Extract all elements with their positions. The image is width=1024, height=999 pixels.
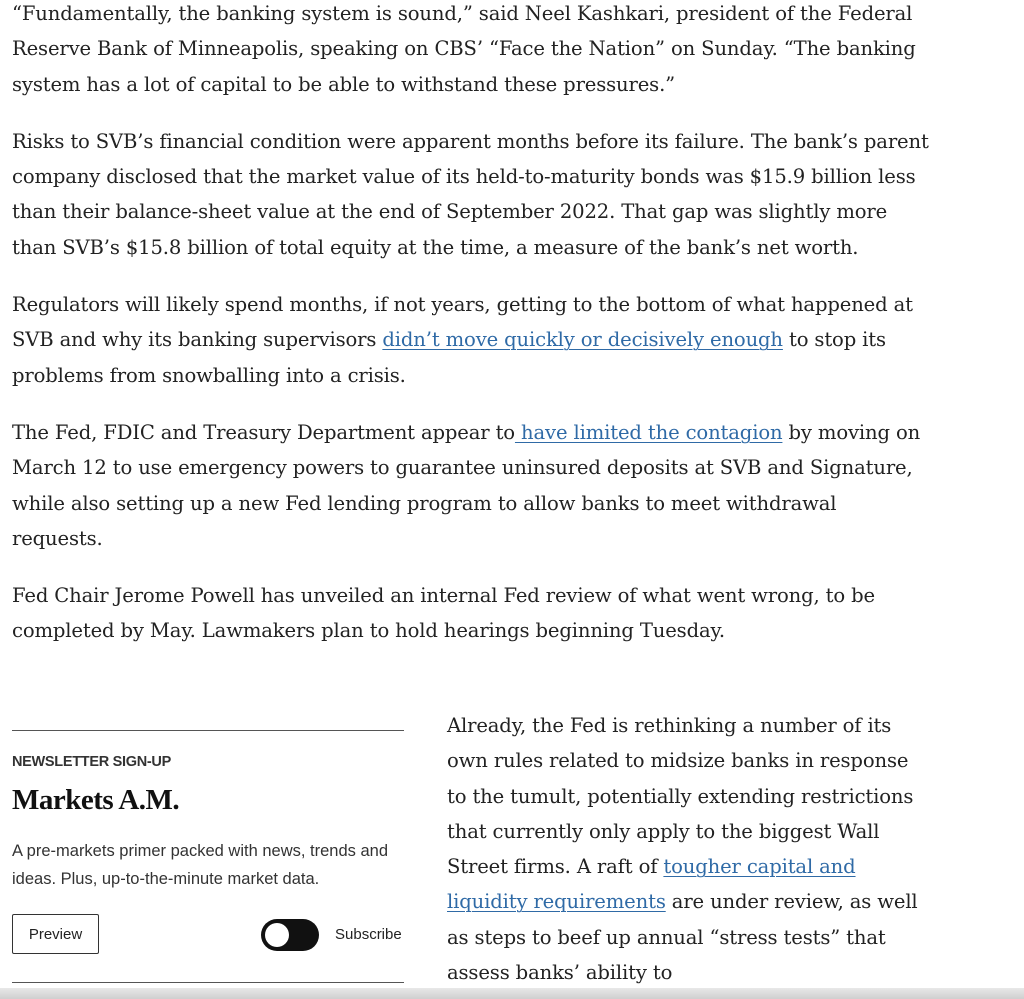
divider <box>12 982 404 983</box>
paragraph-text: to stop its problems from snowballing into a crisis. <box>12 328 886 387</box>
article-paragraph-powell-review: Fed Chair Jerome Powell has unveiled an internal Fed review of what went wrong, to be completed by May. Lawmakers plan to hold hearings beginning Tuesday. <box>12 584 875 643</box>
paragraph-text: Regulators will likely spend months, if not years, getting to the bottom of what happened at SVB and why its banking supervisors <box>12 293 913 352</box>
link-limited-contagion[interactable]: have limited the contagion <box>514 420 783 444</box>
article-paragraph-svb-risks: Risks to SVB’s financial condition were apparent months before its failure. The bank’s parent company disclosed that the market value of its held-to-maturity bonds was $15.9 billion less than their balance-sheet value at the end of September 2022. That gap was slightly more than SVB’s $15.8 billion of total equity at the time, a measure of the bank’s net worth. <box>12 129 929 259</box>
preview-button[interactable]: Preview <box>12 914 99 954</box>
article-paragraph-fed-rethinking <box>447 708 927 990</box>
article-paragraph-contagion <box>12 415 932 556</box>
paragraph-text: Already, the Fed is rethinking a number of its own rules related to midsize banks in response to the tumult, potentially extending restrictions that currently only apply to the biggest Wall Street firms. A raft of <box>447 714 914 879</box>
paragraph-text: are under review, as well as steps to beef up annual “stress tests” that assess banks’ ability to <box>447 890 918 985</box>
subscribe-toggle[interactable] <box>261 919 319 951</box>
newsletter-title: Markets A.M. <box>12 784 180 816</box>
link-didnt-move-quickly[interactable]: didn’t move quickly or decisively enough <box>382 328 783 352</box>
divider <box>12 730 404 731</box>
newsletter-description: A pre-markets primer packed with news, trends and ideas. Plus, up-to-the-minute market data. <box>12 842 388 888</box>
newsletter-signup-module <box>12 708 404 988</box>
viewport-bottom-shadow <box>0 988 1024 999</box>
toggle-knob <box>265 923 289 947</box>
paragraph-text: The Fed, FDIC and Treasury Department appear to <box>12 420 515 444</box>
newsletter-kicker: NEWSLETTER SIGN-UP <box>12 754 171 770</box>
paragraph-text: by moving on March 12 to use emergency powers to guarantee uninsured deposits at SVB and Signature, while also setting up a new Fed lending program to allow banks to meet withdrawal requests. <box>12 420 921 550</box>
article-body <box>12 0 932 671</box>
subscribe-label: Subscribe <box>335 926 402 943</box>
link-tougher-capital-requirements[interactable]: tougher capital and liquidity requirements <box>447 855 856 914</box>
article-paragraph-kashkari-quote: “Fundamentally, the banking system is sound,” said Neel Kashkari, president of the Federal Reserve Bank of Minneapolis, speaking on CBS’ “Face the Nation” on Sunday. “The banking system has a lot of capital to be able to withstand these pressures.” <box>12 2 916 96</box>
article-paragraph-regulators <box>12 287 932 393</box>
